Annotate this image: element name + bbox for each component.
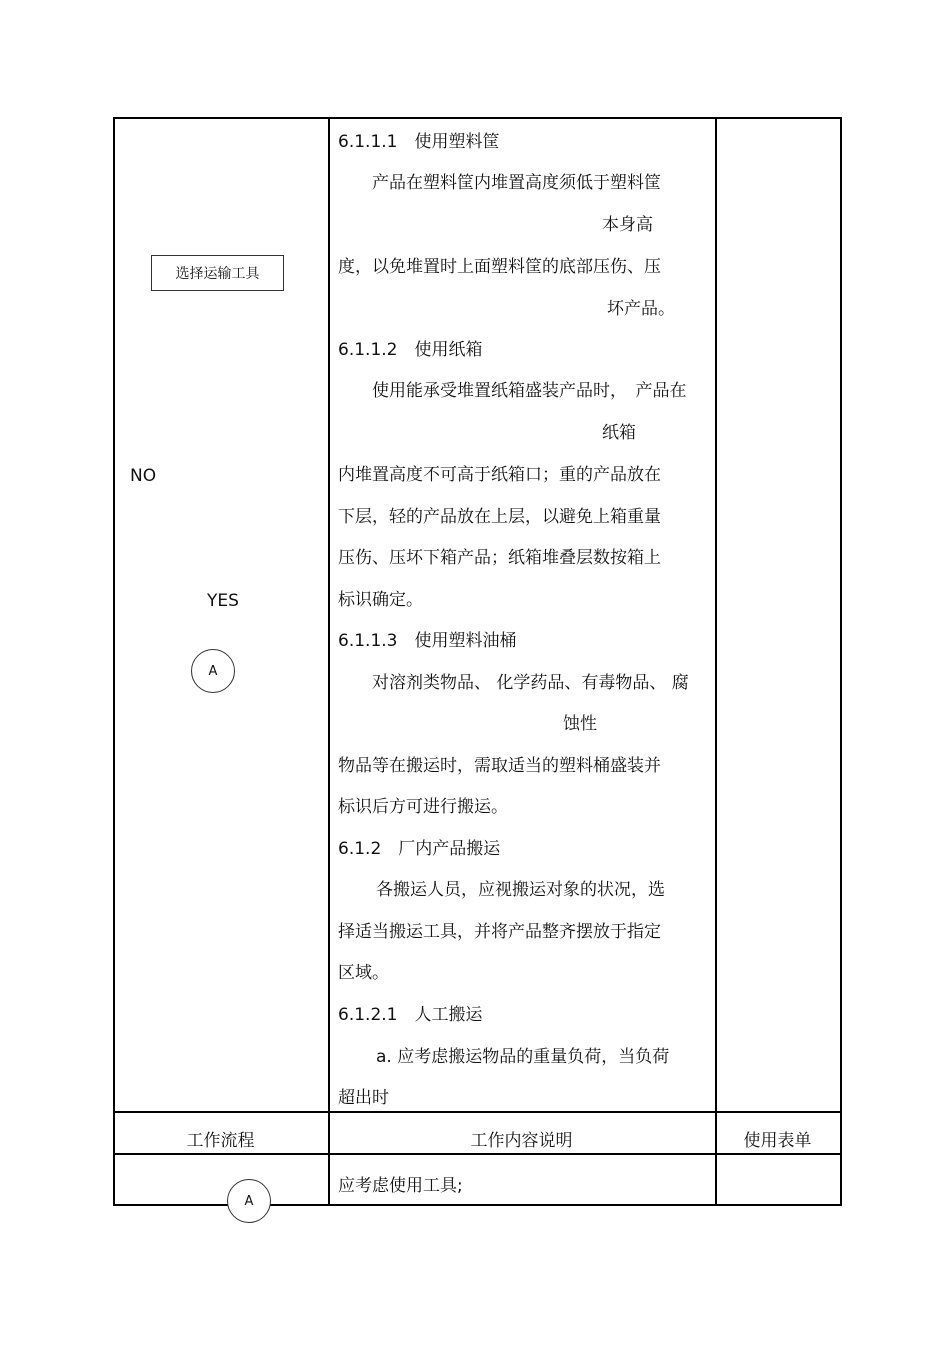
flow-connector-a (191, 649, 235, 693)
content-heading: 6.1.2.1 人工搬运 (338, 1005, 483, 1025)
content-line: 超出时 (338, 1088, 389, 1108)
table-divider-col2 (715, 117, 717, 1206)
table-border-header-top (113, 1111, 842, 1113)
table-border-left (113, 117, 115, 1206)
flow-connector-a-bottom (227, 1179, 271, 1223)
table-border-bottom (113, 1204, 842, 1206)
content-line: 区域。 (338, 963, 389, 983)
flow-no-label: NO (130, 466, 157, 486)
content-line: 各搬运人员，应视搬运对象的状况，选 (376, 880, 665, 900)
content-line: 蚀性 (563, 714, 597, 734)
connector-label: A (208, 663, 218, 679)
header-work-content: 工作内容说明 (470, 1131, 573, 1151)
content-line: 坏产品。 (607, 299, 675, 319)
content-line: 度，以免堆置时上面塑料筐的底部压伤、压 (338, 257, 661, 277)
content-line: 压伤、压坏下箱产品；纸箱堆叠层数按箱上 (338, 548, 661, 568)
flow-step-select-transport (151, 255, 284, 291)
content-line: 对溶剂类物品、 化学药品、有毒物品、 腐 (372, 673, 689, 693)
content-heading: 6.1.2 厂内产品搬运 (338, 839, 501, 859)
content-heading: 6.1.1.1 使用塑料筐 (338, 132, 500, 152)
header-work-flow: 工作流程 (186, 1131, 255, 1151)
content-line: 下层，轻的产品放在上层，以避免上箱重量 (338, 507, 661, 527)
table-border-top (113, 117, 842, 119)
table-border-header-bottom (113, 1153, 842, 1155)
content-line: 物品等在搬运时，需取适当的塑料桶盛装并 (338, 756, 661, 776)
content-heading: 6.1.1.2 使用纸箱 (338, 340, 483, 360)
table-divider-col1 (328, 117, 330, 1206)
content-line: 择适当搬运工具，并将产品整齐摆放于指定 (338, 922, 661, 942)
flow-step-label: 选择运输工具 (175, 266, 260, 282)
content-line: 内堆置高度不可高于纸箱口；重的产品放在 (338, 465, 661, 485)
flow-yes-label: YES (207, 591, 239, 611)
content-line: 标识后方可进行搬运。 (338, 797, 508, 817)
content-heading: 6.1.1.3 使用塑料油桶 (338, 631, 517, 651)
content-line: 本身高 (602, 215, 653, 235)
table-border-right (840, 117, 842, 1206)
continuation-text: 应考虑使用工具; (338, 1176, 463, 1196)
header-forms-used: 使用表单 (743, 1131, 812, 1151)
content-line: 纸箱 (602, 423, 636, 443)
content-line: 标识确定。 (338, 590, 423, 610)
content-line: 产品在塑料筐内堆置高度须低于塑料筐 (372, 173, 661, 193)
content-line: 使用能承受堆置纸箱盛装产品时， 产品在 (372, 381, 687, 401)
content-line: a. 应考虑搬运物品的重量负荷，当负荷 (376, 1047, 670, 1067)
connector-label: A (244, 1193, 254, 1209)
